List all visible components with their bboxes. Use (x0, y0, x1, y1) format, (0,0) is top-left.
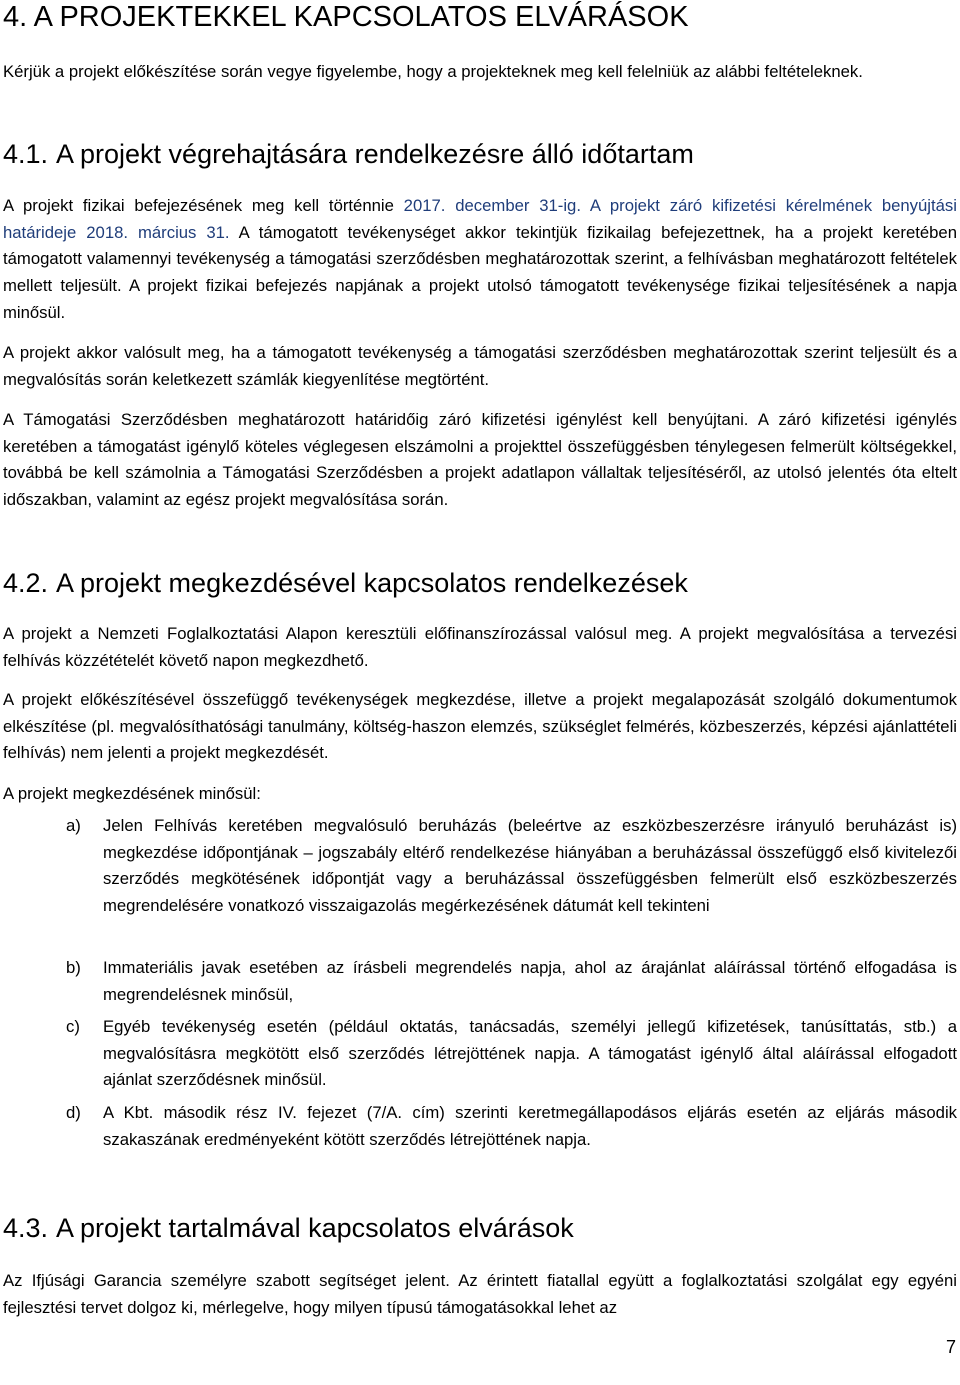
section-title: A projekt tartalmával kapcsolatos elvárások (56, 1213, 574, 1243)
list-item-a (66, 813, 957, 920)
list-marker: a) (66, 816, 81, 835)
s1-paragraph-2: A projekt akkor valósult meg, ha a támogatott tevékenység a támogatási szerződésben meghatározottak szerint teljesült és a megvalósítás során keletkezett számlák kiegyenlítése megtörtént. (3, 343, 957, 389)
section-4-2-heading (3, 567, 688, 599)
list-marker: b) (66, 958, 81, 977)
s1-p1-rest: A támogatott tevékenységet akkor tekintjük fizikailag befejezettnek, ha a projekt keretében támogatott valamennyi tevékenység a támogatási szerződésben meghatározottak szerint, a felhívásban meghatározott feltételek mellett teljesült. A projekt fizikai befejezés napjának a projekt utolsó támogatott tevékenysége fizikai teljesítésének a napja minősül. (3, 222, 957, 322)
section-title: A projekt megkezdésével kapcsolatos rendelkezések (56, 568, 688, 598)
section-4-3-heading (3, 1212, 574, 1244)
list-text: A Kbt. második rész IV. fejezet (7/A. cím) szerinti keretmegállapodásos eljárás esetén az eljárás második szakaszának eredményeként kötött szerződés létrejöttének napja. (103, 1103, 957, 1149)
s1-p1-text: A projekt fizikai befejezésének meg kell történnie (3, 196, 404, 215)
s2-paragraph-2: A projekt előkészítésével összefüggő tevékenységek megkezdése, illetve a projekt megalapozását szolgáló dokumentumok elkészítése (pl. megvalósíthatósági tanulmány, költség-haszon elemzés, szükséglet felmérés, közbeszerzés, képzési ajánlattételi felhívás) nem jelenti a projekt megkezdését. (3, 690, 957, 763)
section-number: 4.2. (3, 568, 49, 598)
list-item-d (66, 1100, 957, 1153)
list-item-c (66, 1014, 957, 1094)
s3-paragraph-1: Az Ifjúsági Garancia személyre szabott segítséget jelent. Az érintett fiatallal együtt a foglalkoztatási szolgálat egy egyéni fejlesztési tervet dolgoz ki, mérlegelve, hogy milyen típusú támogatásokkal lehet az (3, 1271, 957, 1317)
s2-paragraph-3: A projekt megkezdésének minősül: (3, 784, 261, 803)
s1-p1-deadlines: 2017. december 31-ig. A projekt záró kifizetési kérelmének benyújtási határideje 2018. március 31. (3, 196, 957, 242)
section-title: A projekt végrehajtására rendelkezésre álló időtartam (56, 139, 694, 169)
section-number: 4.3. (3, 1213, 49, 1243)
page-number: 7 (945, 1337, 956, 1357)
list-marker: c) (66, 1017, 80, 1036)
section-number: 4.1. (3, 139, 49, 169)
section-4-1-heading (3, 138, 694, 170)
s2-paragraph-1: A projekt a Nemzeti Foglalkoztatási Alapon keresztüli előfinanszírozással valósul meg. A projekt megvalósítása a tervezési felhívás közzétételét követő napon megkezdhető. (3, 624, 957, 670)
list-item-b (66, 955, 957, 1008)
main-heading: 4. A PROJEKTEKKEL KAPCSOLATOS ELVÁRÁSOK (3, 1, 689, 33)
list-text: Immateriális javak esetében az írásbeli megrendelés napja, ahol az árajánlat aláírással történő elfogadása is megrendelésnek minősül, (103, 958, 957, 1004)
s1-paragraph-3: A Támogatási Szerződésben meghatározott határidőig záró kifizetési igénylést kell benyújtani. A záró kifizetési igénylés keretében a támogatást igénylő köteles véglegesen elszámolni a projekttel összefüggésben ténylegesen felmerült költségekkel, továbbá be kell számolnia a Támogatási Szerződésben a projekt adatlapon vállaltak teljesítéséről, az utolsó jelentés óta eltelt időszakban, valamint az egész projekt megvalósítása során. (3, 410, 957, 510)
list-text: Egyéb tevékenység esetén (például oktatás, tanácsadás, személyi jellegű kifizetések, tanúsíttatás, stb.) a megvalósításra megkötött első szerződés létrejöttének napja. A támogatást igénylő által aláírással elfogadott ajánlat szerződésnek minősül. (103, 1017, 957, 1090)
list-marker: d) (66, 1103, 81, 1122)
s1-paragraph-1 (3, 193, 957, 327)
list-text: Jelen Felhívás keretében megvalósuló beruházás (beleértve az eszközbeszerzésre irányuló beruházást is) megkezdése időpontjának – jogszabály eltérő rendelkezése hiányában a beruházással összefüggő első kivitelezői szerződés megkötésének időpontját vagy a beruházással összefüggésben felmerült első eszközbeszerzés megrendelésére vonatkozó visszaigazolás megérkezésének dátumát kell tekinteni (103, 816, 957, 916)
intro-paragraph: Kérjük a projekt előkészítése során vegye figyelembe, hogy a projekteknek meg kell felelniük az alábbi feltételeknek. (3, 62, 863, 81)
